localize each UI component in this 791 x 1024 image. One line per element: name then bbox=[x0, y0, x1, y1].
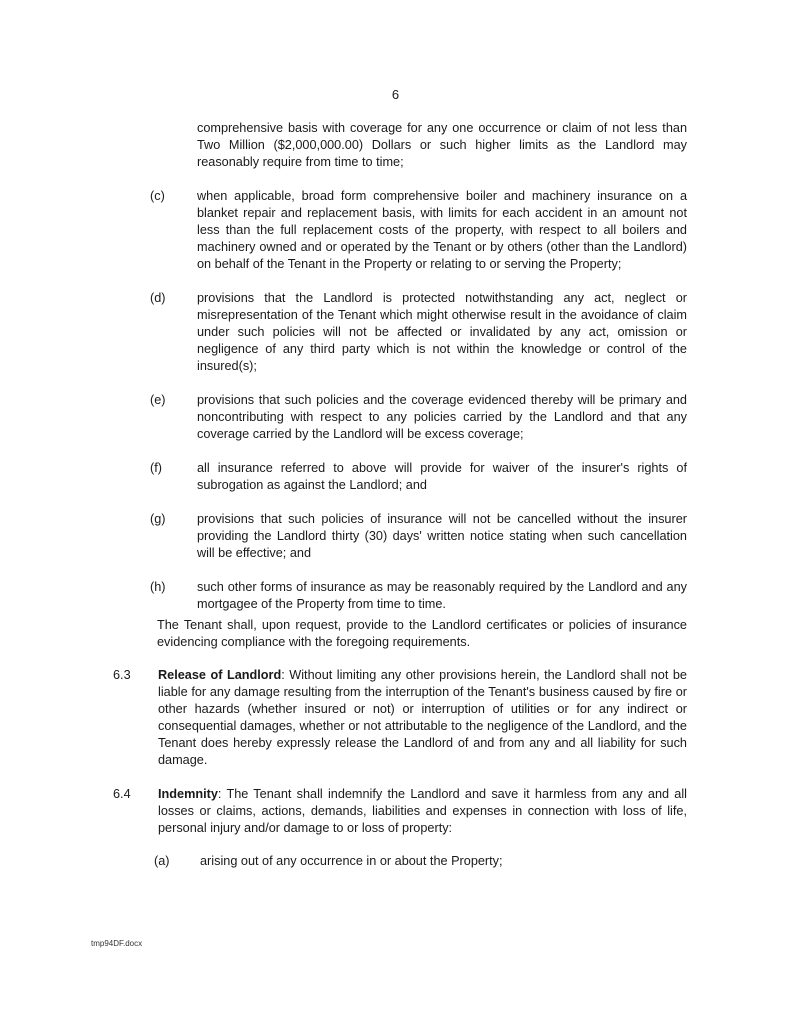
list-item-e bbox=[150, 392, 687, 443]
list-item-label: (g) bbox=[150, 512, 166, 526]
list-item-label: (f) bbox=[150, 461, 162, 475]
list-item-d bbox=[150, 290, 687, 375]
section-number: 6.4 bbox=[113, 787, 131, 801]
sub-item-a bbox=[154, 853, 687, 870]
footer-filename: tmp94DF.docx bbox=[91, 939, 143, 948]
section-number: 6.3 bbox=[113, 668, 131, 682]
certificates-paragraph: The Tenant shall, upon request, provide to the Landlord certificates or policies of insurance evidencing compliance with the foregoing requirements. bbox=[157, 618, 687, 649]
list-item-c bbox=[150, 188, 687, 273]
list-item-label: (h) bbox=[150, 580, 166, 594]
list-item-text: arising out of any occurrence in or about the Property; bbox=[200, 854, 503, 868]
list-item-g bbox=[150, 511, 687, 562]
list-item-text: such other forms of insurance as may be reasonably required by the Landlord and any mortgagee of the Property from time to time. bbox=[197, 580, 687, 611]
list-item-label: (c) bbox=[150, 189, 165, 203]
section-text: : Without limiting any other provisions herein, the Landlord shall not be liable for any damage resulting from the interruption of the Tenant's business caused by fire or other hazards (whether insured or not) or interruption of utilities or for any indirect or consequential damages, whether or not attributable to the negligence of the Landlord, and the Tenant does hereby expressly release the Landlord of and from any and all liability for such damage. bbox=[158, 668, 687, 767]
list-item-h bbox=[150, 579, 687, 613]
continuation-paragraph: comprehensive basis with coverage for any one occurrence or claim of not less than Two Million ($2,000,000.00) Dollars or such higher limits as the Landlord may reasonably require from time to time; bbox=[197, 121, 687, 169]
list-item-label: (e) bbox=[150, 393, 166, 407]
page-number: 6 bbox=[391, 87, 400, 102]
list-item-text: provisions that such policies of insurance will not be cancelled without the insurer providing the Landlord thirty (30) days' written notice stating when such cancellation will be effective; and bbox=[197, 512, 687, 560]
list-item-text: all insurance referred to above will provide for waiver of the insurer's rights of subrogation as against the Landlord; and bbox=[197, 461, 687, 492]
list-item-text: provisions that such policies and the coverage evidenced thereby will be primary and noncontributing with respect to any policies carried by the Landlord and that any coverage carried by the Landlord will be excess coverage; bbox=[197, 393, 687, 441]
list-item-text: provisions that the Landlord is protected notwithstanding any act, neglect or misrepresentation of the Tenant which might otherwise result in the avoidance of claim under such policies will not be affected or invalidated by any act, omission or negligence of any third party which is not within the knowledge or control of the insured(s); bbox=[197, 291, 687, 373]
section-heading: Indemnity bbox=[158, 787, 218, 801]
section-6-4 bbox=[113, 786, 687, 837]
document-body bbox=[0, 120, 791, 870]
list-item-f bbox=[150, 460, 687, 494]
section-heading: Release of Landlord bbox=[158, 668, 282, 682]
list-item-label: (a) bbox=[154, 854, 170, 868]
section-text: : The Tenant shall indemnify the Landlord and save it harmless from any and all losses or claims, actions, demands, liabilities and expenses in connection with loss of life, personal injury and/or damage to or loss of property: bbox=[158, 787, 687, 835]
list-item-label: (d) bbox=[150, 291, 166, 305]
list-item-text: when applicable, broad form comprehensive boiler and machinery insurance on a blanket repair and replacement basis, with limits for each accident in an amount not less than the full replacement costs of the property, with respect to all boilers and machinery owned and or operated by the Tenant or by others (other than the Landlord) on behalf of the Tenant in the Property or relating to or serving the Property; bbox=[197, 189, 687, 271]
section-6-3 bbox=[113, 667, 687, 769]
